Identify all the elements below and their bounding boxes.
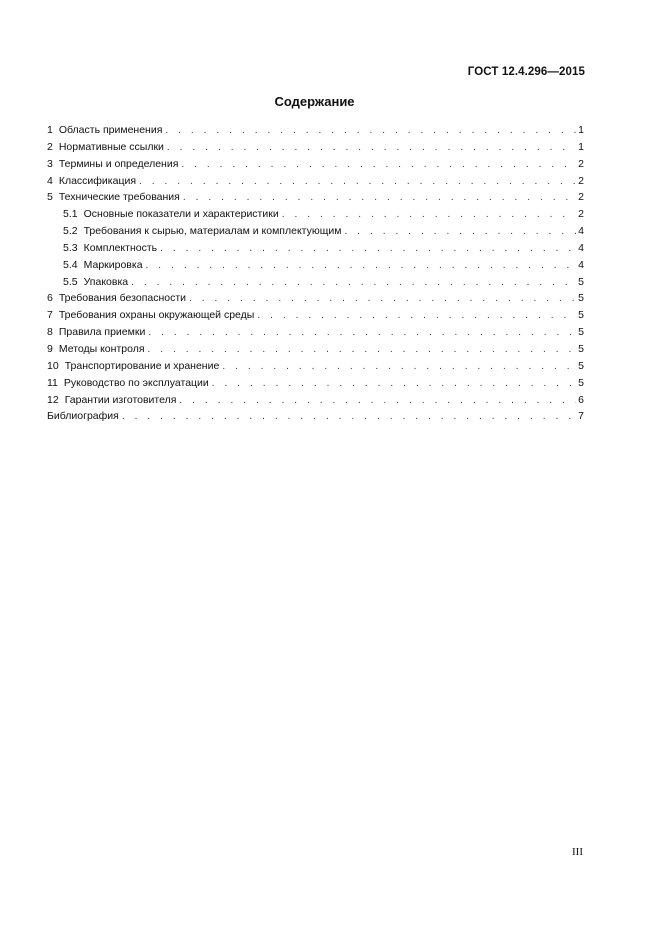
toc-entry-title: Комплектность — [83, 241, 158, 254]
toc-entry-5[interactable] — [47, 189, 584, 206]
toc-entry-page: 5 — [578, 292, 584, 305]
dot-leader — [167, 140, 576, 157]
toc-entry-page: 2 — [578, 157, 584, 170]
toc-entry-number: 4 — [47, 174, 53, 187]
toc-entry-number: 12 — [47, 393, 59, 406]
dot-leader — [122, 409, 576, 426]
toc-entry-8[interactable] — [47, 324, 584, 341]
toc-entry-number: 7 — [47, 309, 53, 322]
toc-entry-number: 3 — [47, 157, 53, 170]
toc-entry-number: 10 — [47, 359, 59, 372]
toc-entry-number: 8 — [47, 326, 53, 339]
toc-entry-page: 1 — [578, 124, 584, 136]
toc-entry-1[interactable] — [47, 122, 584, 139]
dot-leader — [146, 258, 577, 275]
dot-leader — [282, 207, 576, 224]
toc-entry-3[interactable] — [47, 156, 584, 173]
toc-entry-title: Основные показатели и характеристики — [83, 208, 279, 221]
toc-entry-number: 6 — [47, 292, 53, 305]
toc-entry-title: Классификация — [58, 174, 137, 187]
toc-entry-number: 5.1 — [63, 208, 78, 221]
toc-entry-page: 2 — [578, 208, 584, 221]
toc-entry-10[interactable] — [47, 358, 584, 375]
toc-entry-title: Требования к сырью, материалам и комплектующим — [83, 225, 342, 238]
toc-entry-number: 5.5 — [63, 275, 78, 288]
toc-entry-title: Требования безопасности — [58, 292, 187, 305]
dot-leader — [181, 157, 576, 174]
dot-leader — [148, 342, 577, 359]
toc-entry-title: Правила приемки — [58, 326, 146, 339]
dot-leader — [139, 174, 576, 191]
toc-entry-number: 5.3 — [63, 241, 78, 254]
toc-entry-page: 4 — [578, 225, 584, 238]
toc-entry-page: 5 — [578, 359, 584, 372]
toc-entry-4[interactable] — [47, 173, 584, 190]
toc-entry-page: 7 — [578, 410, 584, 423]
page-number: III — [572, 846, 583, 858]
toc-entry-5-5[interactable] — [47, 274, 584, 291]
toc-entry-page: 4 — [578, 241, 584, 254]
toc-entry-5-1[interactable] — [47, 206, 584, 223]
toc-entry-5-4[interactable] — [47, 257, 584, 274]
toc-entry-number: 9 — [47, 342, 53, 355]
toc-entry-number: 5.2 — [63, 225, 78, 238]
toc-entry-number: 2 — [47, 140, 53, 153]
toc-entry-number: 11 — [47, 376, 58, 389]
toc-entry-number: 1 — [47, 124, 53, 136]
toc-entry-title: Библиография — [47, 410, 119, 423]
toc-entry-7[interactable] — [47, 307, 584, 324]
table-of-contents — [47, 122, 584, 425]
dot-leader — [148, 325, 576, 342]
toc-entry-page: 5 — [578, 275, 584, 288]
toc-entry-bibliography[interactable] — [47, 408, 584, 425]
dot-leader — [189, 291, 576, 308]
document-code: ГОСТ 12.4.296—2015 — [467, 66, 585, 78]
toc-entry-page: 1 — [578, 140, 584, 153]
toc-entry-title: Технические требования — [58, 191, 180, 204]
toc-entry-5-3[interactable] — [47, 240, 584, 257]
toc-entry-title: Маркировка — [83, 258, 143, 271]
toc-entry-page: 4 — [578, 258, 584, 271]
toc-entry-page: 2 — [578, 174, 584, 187]
toc-entry-title: Термины и определения — [58, 157, 179, 170]
toc-entry-page: 2 — [578, 191, 584, 204]
toc-entry-page: 5 — [578, 309, 584, 322]
toc-entry-title: Требования охраны окружающей среды — [58, 309, 255, 322]
dot-leader — [160, 241, 576, 258]
dot-leader — [131, 275, 576, 292]
dot-leader — [257, 308, 576, 325]
dot-leader — [183, 190, 576, 207]
toc-entry-title: Нормативные ссылки — [58, 140, 164, 153]
toc-entry-title: Методы контроля — [58, 342, 145, 355]
dot-leader — [179, 393, 576, 410]
toc-entry-title: Упаковка — [83, 275, 129, 288]
dot-leader — [344, 224, 576, 241]
toc-entry-11[interactable] — [47, 375, 584, 392]
dot-leader — [212, 376, 576, 393]
toc-entry-9[interactable] — [47, 341, 584, 358]
toc-entry-6[interactable] — [47, 290, 584, 307]
toc-entry-title: Область применения — [58, 124, 163, 136]
toc-entry-12[interactable] — [47, 392, 584, 409]
toc-entry-number: 5 — [47, 191, 53, 204]
toc-entry-title: Руководство по эксплуатации — [63, 376, 209, 389]
dot-leader — [222, 359, 576, 376]
toc-entry-page: 5 — [578, 376, 584, 389]
toc-entry-page: 5 — [578, 326, 584, 339]
toc-entry-5-2[interactable] — [47, 223, 584, 240]
toc-entry-title: Гарантии изготовителя — [64, 393, 177, 406]
dot-leader — [165, 123, 576, 140]
toc-title: Содержание — [274, 94, 355, 109]
toc-entry-page: 5 — [578, 342, 584, 355]
toc-entry-title: Транспортирование и хранение — [64, 359, 220, 372]
toc-entry-page: 6 — [578, 393, 584, 406]
toc-entry-number: 5.4 — [63, 258, 78, 271]
toc-entry-2[interactable] — [47, 139, 584, 156]
